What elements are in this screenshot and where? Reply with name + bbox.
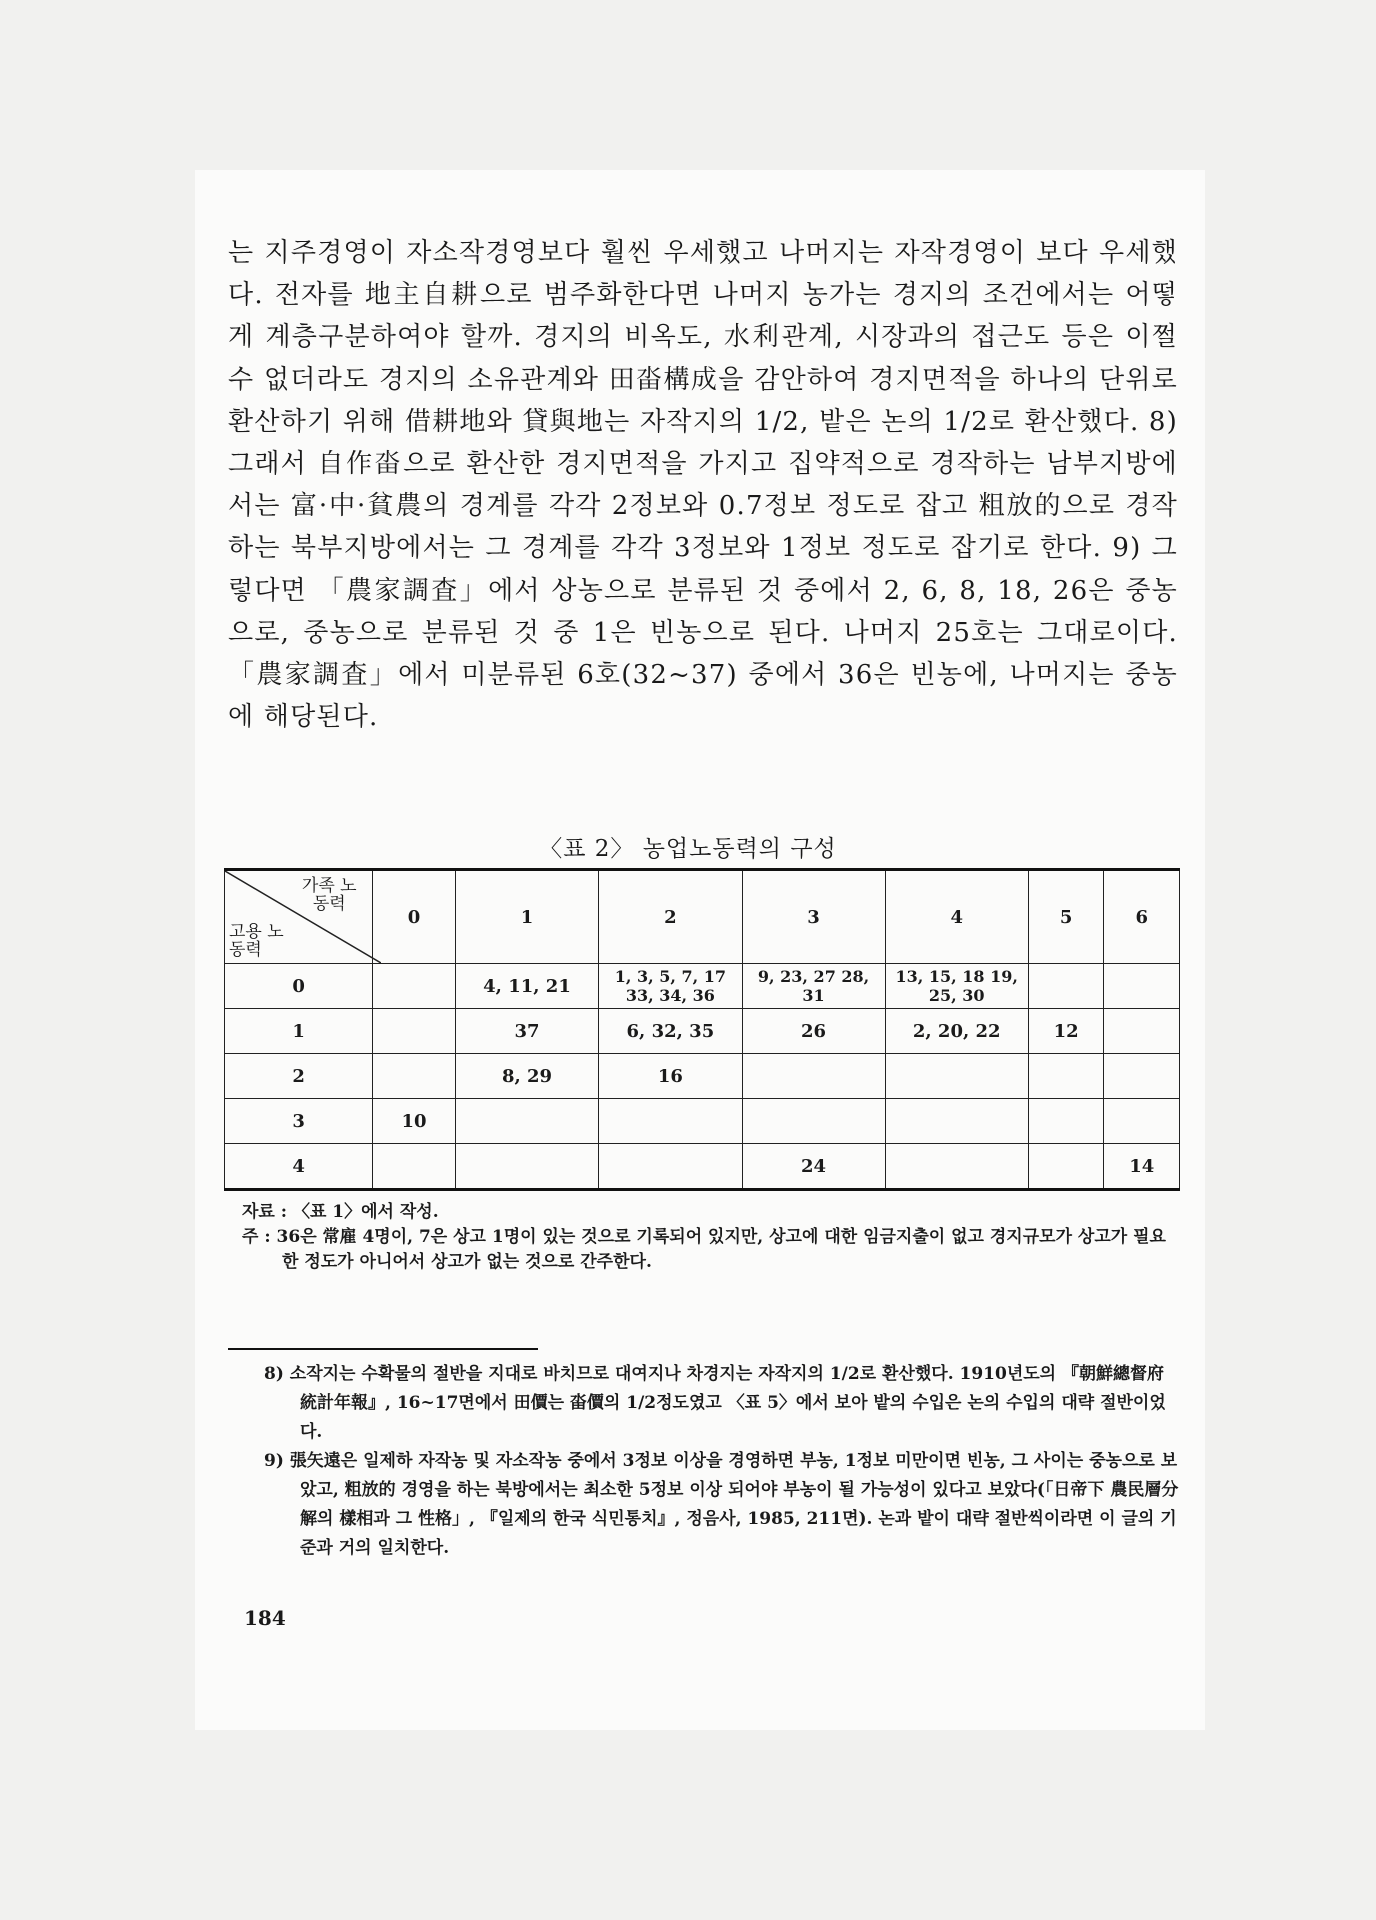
table-cell	[599, 1144, 742, 1190]
table-cell: 10	[373, 1099, 456, 1144]
column-header: 4	[885, 870, 1028, 964]
table-cell	[455, 1144, 598, 1190]
table-corner-cell	[225, 870, 373, 964]
table-row	[225, 1009, 1180, 1054]
footnotes	[264, 1360, 1180, 1563]
table-cell	[373, 1054, 456, 1099]
table-cell: 6, 32, 35	[599, 1009, 742, 1054]
table-cell	[1028, 1099, 1104, 1144]
column-header: 0	[373, 870, 456, 964]
table-cell	[1028, 1054, 1104, 1099]
table-cell: 16	[599, 1054, 742, 1099]
table-cell: 8, 29	[455, 1054, 598, 1099]
table-cell	[455, 1099, 598, 1144]
table-cell	[373, 1144, 456, 1190]
footnote-9: 9) 張矢遠은 일제하 자작농 및 자소작농 중에서 3정보 이상을 경영하면 부농, 1정보 미만이면 빈농, 그 사이는 중농으로 보았고, 粗放的 경영을 하는 북방에서는 최소한 5정보 이상 되어야 부농이 될 가능성이 있다고 보았다(「日帝下 農民層分解의 樣相과 그 性格」, 『일제의 한국 식민통치』, 정음사, 1985, 211면). 논과 밭이 대략 절반씩이라면 이 글의 기준과 거의 일치한다.	[264, 1451, 1179, 1558]
table-cell	[599, 1099, 742, 1144]
column-header: 6	[1104, 870, 1180, 964]
table-cell	[742, 1054, 885, 1099]
table-cell: 1, 3, 5, 7, 17 33, 34, 36	[599, 964, 742, 1009]
table-title: 〈표 2〉 농업노동력의 구성	[539, 836, 837, 862]
table-cell	[1104, 1099, 1180, 1144]
corner-label-hired: 고용 노동력	[229, 922, 284, 960]
row-label: 4	[225, 1144, 373, 1190]
column-header: 5	[1028, 870, 1104, 964]
table-cell: 26	[742, 1009, 885, 1054]
body-paragraph	[228, 232, 1178, 738]
page-number: 184	[244, 1606, 286, 1630]
table-cell	[1028, 1144, 1104, 1190]
row-label: 0	[225, 964, 373, 1009]
table-notes	[242, 1200, 1182, 1275]
row-label: 3	[225, 1099, 373, 1144]
row-label: 2	[225, 1054, 373, 1099]
table-cell: 14	[1104, 1144, 1180, 1190]
table-cell	[1104, 964, 1180, 1009]
corner-label-family: 가족 노동력	[301, 876, 357, 914]
table-cell	[885, 1054, 1028, 1099]
table-row	[225, 1054, 1180, 1099]
table-cell: 13, 15, 18 19, 25, 30	[885, 964, 1028, 1009]
paragraph-text: 는 지주경영이 자소작경영보다 훨씬 우세했고 나머지는 자작경영이 보다 우세했다. 전자를 地主自耕으로 범주화한다면 나머지 농가는 경지의 조건에서는 어떻게 계층구분하여야 할까. 경지의 비옥도, 水利관계, 시장과의 접근도 등은 이쩔 수 없더라도 경지의 소유관계와 田畓構成을 감안하여 경지면적을 하나의 단위로 환산하기 위해 借耕地와 貸與地는 자작지의 1/2, 밭은 논의 1/2로 환산했다. 8) 그래서 自作畓으로 환산한 경지면적을 가지고 집약적으로 경작하는 남부지방에서는 富·中·貧農의 경계를 각각 2정보와 0.7정보 정도로 잡고 粗放的으로 경작하는 북부지방에서는 그 경계를 각각 3정보와 1정보 정도로 잡기로 한다. 9) 그렇다면 「農家調査」에서 상농으로 분류된 것 중에서 2, 6, 8, 18, 26은 중농으로, 중농으로 분류된 것 중 1은 빈농으로 된다. 나머지 25호는 그대로이다. 「農家調査」에서 미분류된 6호(32~37) 중에서 36은 빈농에, 나머지는 중농에 해당된다.	[228, 238, 1178, 733]
table-cell	[885, 1099, 1028, 1144]
column-header: 3	[742, 870, 885, 964]
table-row	[225, 964, 1180, 1009]
table-header-row	[225, 870, 1180, 964]
table-note: 주 : 36은 常雇 4명이, 7은 상고 1명이 있는 것으로 기록되어 있지만, 상고에 대한 임금지출이 없고 경지규모가 상고가 필요한 정도가 아니어서 상고가 없는 것으로 간주한다.	[242, 1227, 1166, 1272]
footnote-rule	[228, 1348, 538, 1350]
labor-table	[224, 868, 1180, 1191]
table-cell	[1028, 964, 1104, 1009]
table-cell: 2, 20, 22	[885, 1009, 1028, 1054]
table-cell	[742, 1099, 885, 1144]
footnote-8: 8) 소작지는 수확물의 절반을 지대로 바치므로 대여지나 차경지는 자작지의 1/2로 환산했다. 1910년도의 『朝鮮總督府統計年報』, 16~17면에서 田價는 畓價의 1/2정도였고 〈표 5〉에서 보아 밭의 수입은 논의 수입의 대략 절반이었다.	[264, 1364, 1166, 1442]
row-label: 1	[225, 1009, 373, 1054]
table-source: 자료 : 〈표 1〉에서 작성.	[242, 1202, 439, 1222]
table-cell	[1104, 1054, 1180, 1099]
table-cell: 37	[455, 1009, 598, 1054]
table-cell: 12	[1028, 1009, 1104, 1054]
table-cell	[373, 1009, 456, 1054]
table-row	[225, 1099, 1180, 1144]
column-header: 1	[455, 870, 598, 964]
table-cell: 4, 11, 21	[455, 964, 598, 1009]
column-header: 2	[599, 870, 742, 964]
table-cell: 24	[742, 1144, 885, 1190]
table-cell	[885, 1144, 1028, 1190]
table-cell	[1104, 1009, 1180, 1054]
table-cell: 9, 23, 27 28, 31	[742, 964, 885, 1009]
table-row	[225, 1144, 1180, 1190]
table-cell	[373, 964, 456, 1009]
